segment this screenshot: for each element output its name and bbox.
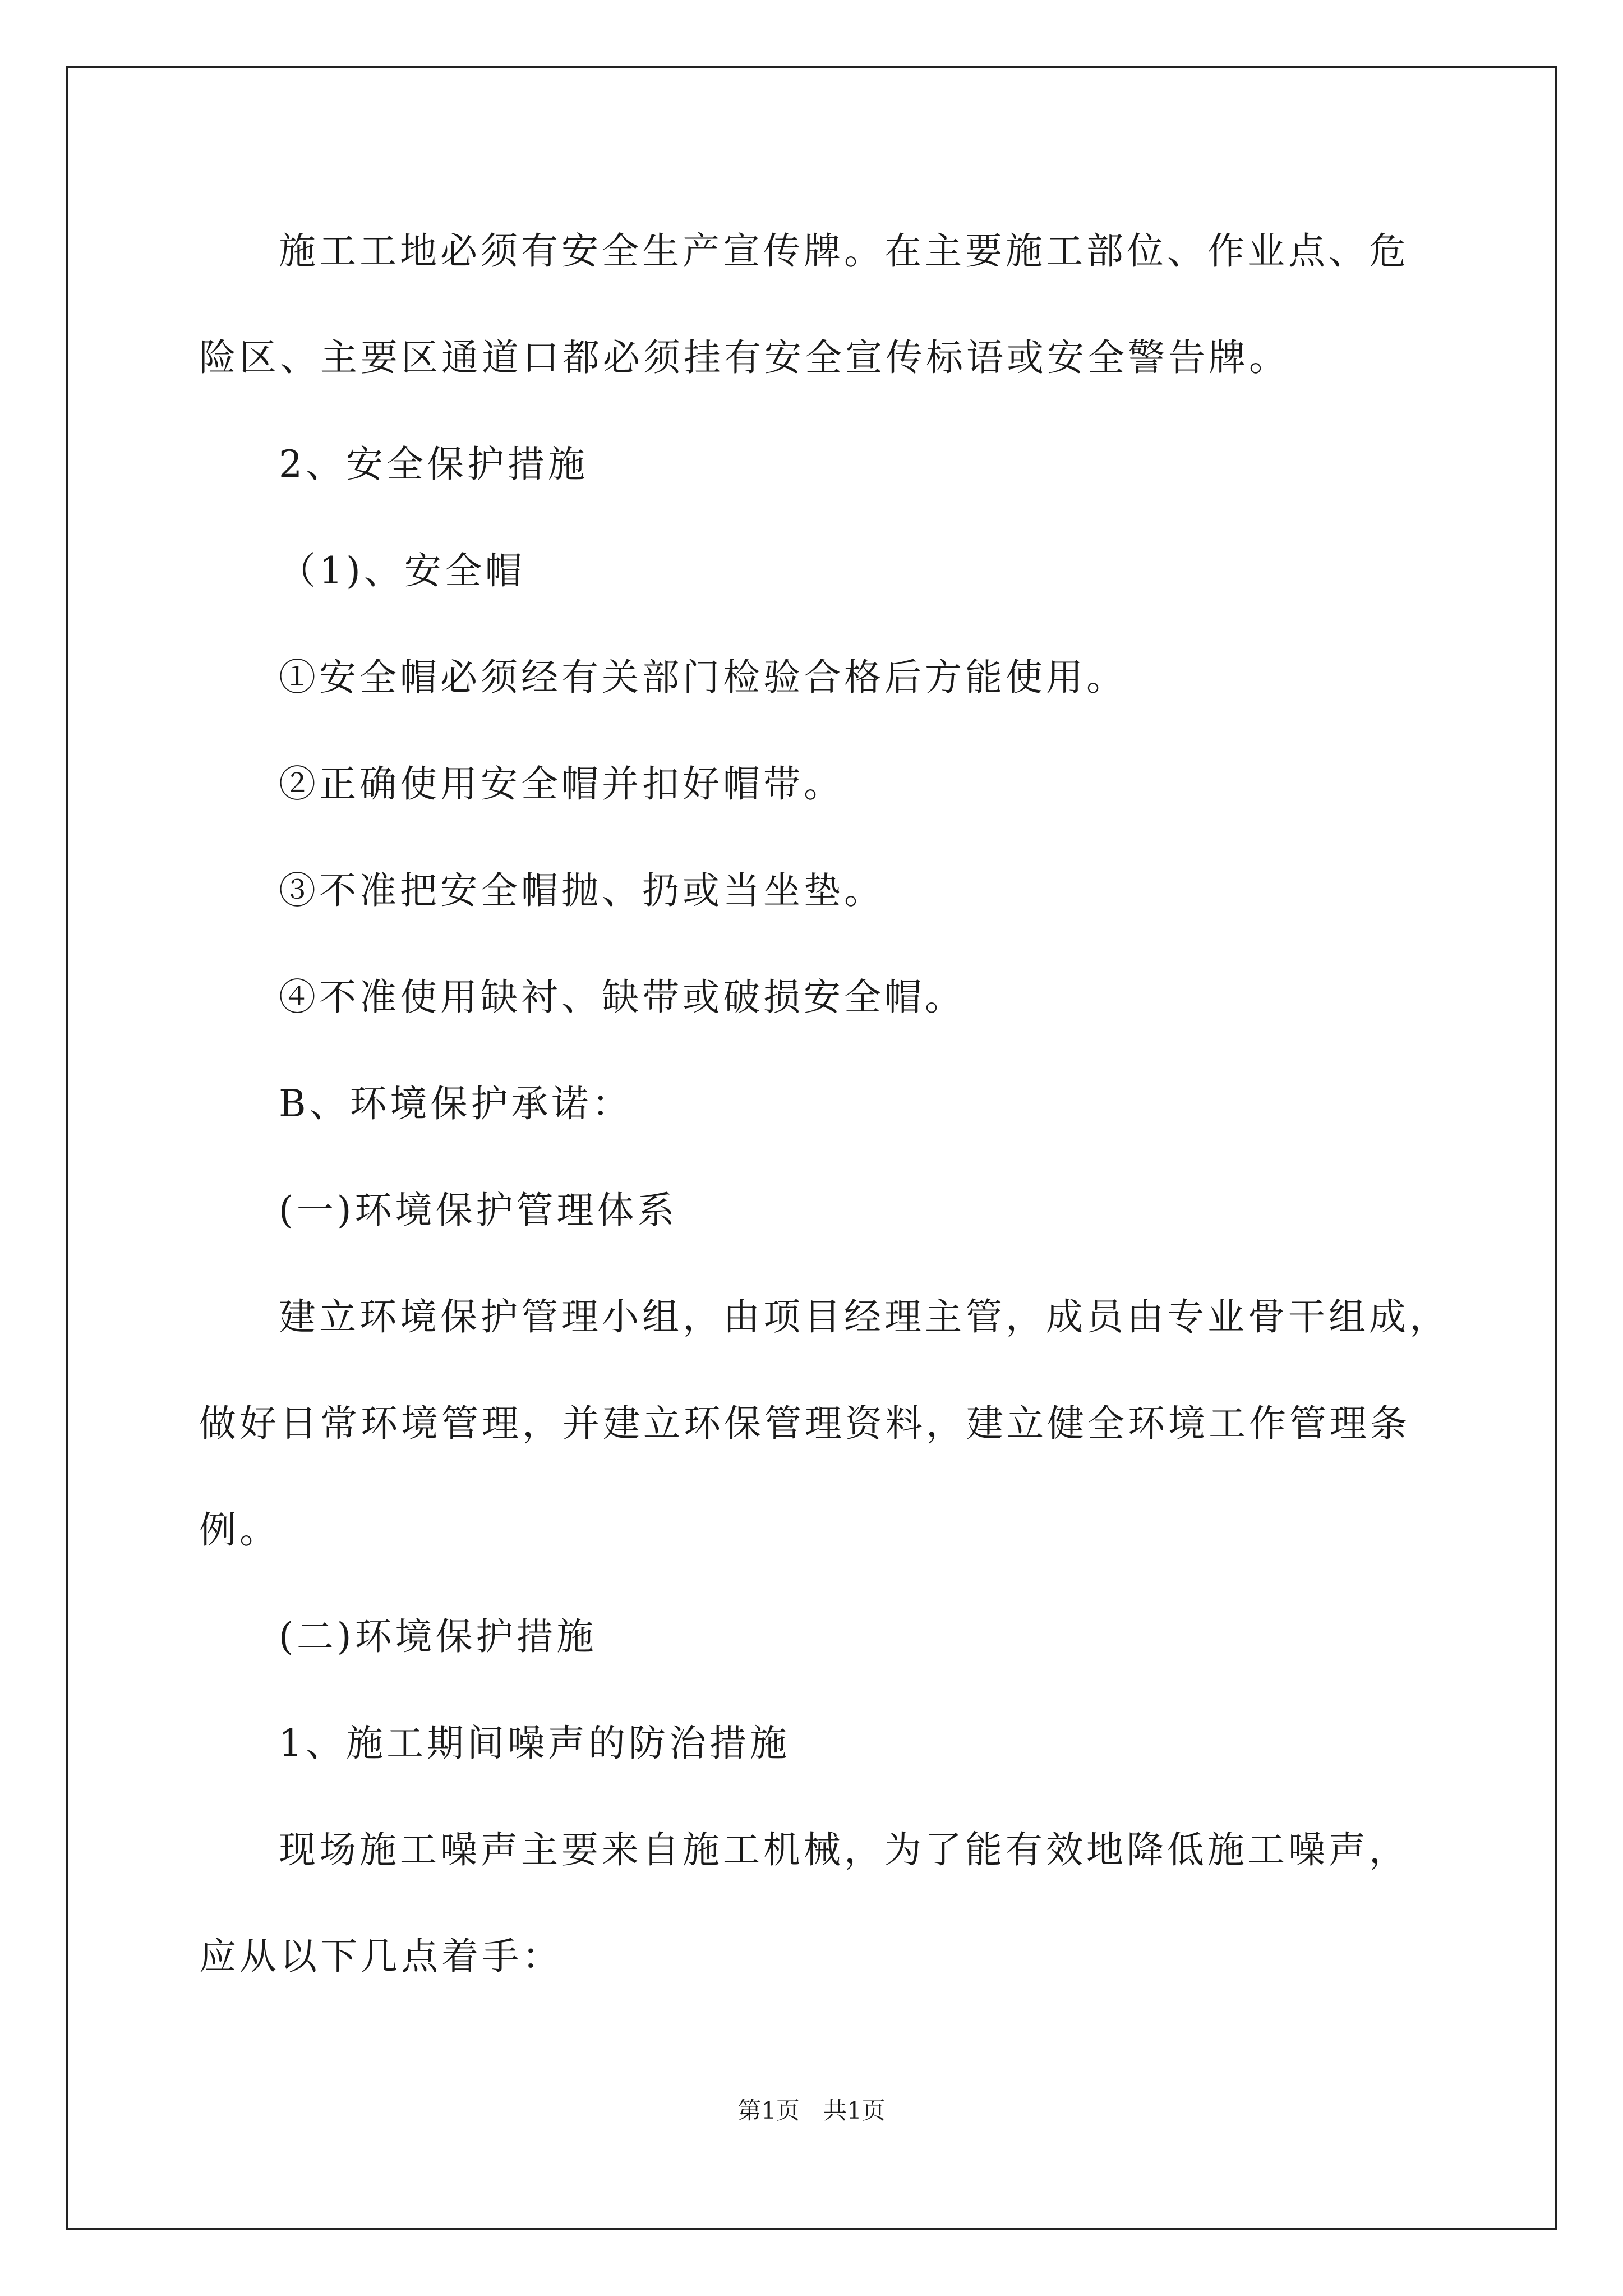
- list-item: ④不准使用缺衬、缺带或破损安全帽。: [279, 976, 965, 1019]
- section-heading: 1、施工期间噪声的防治措施: [279, 1722, 790, 1765]
- subsection-heading: (一)环境保护管理体系: [279, 1189, 678, 1232]
- page-border: [66, 66, 1557, 2230]
- paragraph-line: 现场施工噪声主要来自施工机械，为了能有效地降低施工噪声，: [279, 1828, 1409, 1871]
- section-heading: B、环境保护承诺：: [279, 1082, 633, 1125]
- section-heading: 2、安全保护措施: [279, 443, 588, 486]
- paragraph-line: 建立环境保护管理小组，由项目经理主管，成员由专业骨干组成，: [279, 1295, 1450, 1338]
- list-item: ①安全帽必须经有关部门检验合格后方能使用。: [279, 656, 1127, 699]
- list-item: ②正确使用安全帽并扣好帽带。: [279, 762, 844, 806]
- page-footer: 第1页 共1页: [737, 2097, 886, 2124]
- subsection-heading: （1)、安全帽: [279, 549, 525, 592]
- paragraph-line: 做好日常环境管理，并建立环保管理资料，建立健全环境工作管理条: [199, 1402, 1410, 1445]
- paragraph-line: 例。: [199, 1508, 280, 1552]
- subsection-heading: (二)环境保护措施: [279, 1615, 597, 1658]
- list-item: ③不准把安全帽抛、扔或当坐垫。: [279, 869, 884, 912]
- paragraph-line: 施工工地必须有安全生产宣传牌。在主要施工部位、作业点、危: [279, 229, 1409, 273]
- paragraph-line: 险区、主要区通道口都必须挂有安全宣传标语或安全警告牌。: [199, 336, 1289, 379]
- paragraph-line: 应从以下几点着手：: [199, 1935, 562, 1978]
